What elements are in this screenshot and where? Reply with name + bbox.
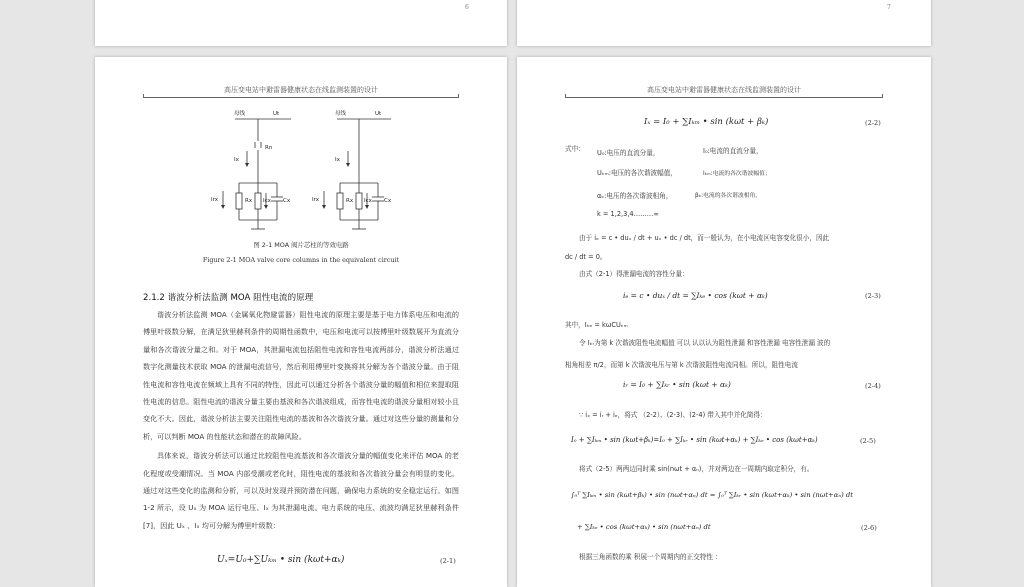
label-rn: Rn: [265, 145, 273, 151]
equation-2-6-second-line: + ∑Iₖₑ • cos (kωt+αₖ) • sin (nωt+αₙ) dt: [577, 523, 711, 531]
label-irx: Irx: [211, 197, 218, 203]
equation-2-4: iᵣ = I₀ + ∑Iₖᵣ • sin (kωt + αₖ): [623, 380, 731, 389]
section-heading: 2.1.2 谐波分析法监测 MOA 阻性电流的原理: [143, 293, 314, 303]
equation-number: (2-1): [440, 557, 456, 565]
label-ix: Ix: [234, 157, 239, 163]
equation-number: (2-5): [860, 437, 876, 445]
label-rx: Rx: [346, 198, 354, 204]
header-rule: [143, 97, 459, 98]
body-line: 其中，Iₖₑ = kωCUₖₘ: [565, 321, 628, 329]
label-cx: Cx: [384, 198, 392, 204]
page-number: 7: [887, 4, 891, 11]
equation-number: (2-2): [865, 119, 881, 127]
definition: Uₖₘ:电压的各次谐波幅值，: [597, 169, 677, 177]
previous-page-left: [95, 0, 507, 46]
label-irx: Irx: [312, 197, 319, 203]
definition: Iₖₘ:电流的各次谐波幅值；: [703, 171, 771, 177]
equation-number: (2-6): [861, 524, 877, 532]
label-icx: Icx: [364, 198, 372, 204]
body-line: 相角相差 π/2，而第 k 次谐波电压与第 k 次谐波阻性电流同相。所以，阻性电流: [565, 361, 798, 369]
equation-2-5: I₀ + ∑Iₖₘ • sin (kωt+βₖ)=I₀ + ∑Iₖᵣ • sin (kωt+αₖ) + ∑Iₖₑ • cos (kωt+αₖ): [571, 436, 818, 444]
running-header: 高压变电站中避雷器健康状态在线监测装置的设计: [647, 86, 801, 94]
paragraph: 具体来说，谐波分析法可以通过比较阻性电流基波和各次谐波分量的幅值变化来评估 MOA 的老化程度或受潮情况。当 MOA 内部受潮或老化时，阻性电流的基波和各次谐波分量会有明显的变化。通过对这些变化的监测和分析，可以及时发现并预防潜在问题，确保电力系统的安全稳定运行。如图 1-2 所示，设 Uₓ 为 MOA 运行电压、Iₓ 为其泄漏电流。电力系统的电压、流波均满足狄里赫利条件[7]，因此 Uₓ 、Iₓ 均可分解为傅里叶级数：: [143, 451, 459, 530]
definition: I₀:电流的直流分量，: [703, 147, 763, 155]
page-number: 6: [465, 4, 469, 11]
body-line: 将式（2-5）两两边同时乘 sin(nωt + αₙ)，并对两边在一周期内取定积分，有。: [579, 465, 814, 473]
label-ut: Ut: [375, 111, 382, 117]
equation-2-3: iₑ = c • duₓ / dt = ∑Iₖₑ • cos (kωt + αₖ): [623, 291, 768, 300]
figure-caption-en: Figure 2-1 MOA valve core columns in the equivalent circuit: [202, 256, 400, 264]
definition: αₖ:电压的各次谐波相角，: [597, 192, 673, 200]
body-line: 由于 iₑ = c • duₓ / dt + uₓ • dc / dt，而一般认为，在小电流区电容变化很小，因此: [579, 234, 830, 242]
label-rx: Rx: [245, 198, 253, 204]
label-cx: Cx: [283, 198, 291, 204]
definition: U₀:电压的直流分量，: [597, 149, 660, 157]
previous-page-right: [517, 0, 931, 46]
label-busbar: 母线: [234, 111, 246, 117]
body-line: 令 Iₖᵣ为第 k 次谐波阻性电流幅值 可以 认以认为阻性泄漏 和容性泄漏 电容性泄漏 波的: [579, 339, 831, 347]
document-page-left: [95, 57, 507, 587]
running-header: 高压变电站中避雷器健康状态在线监测装置的设计: [224, 86, 378, 94]
definition: βₖ:电流的各次谐波相角，: [695, 193, 762, 199]
equation-number: (2-3): [865, 292, 881, 300]
body-line: 根据三角函数的乘 积展一个周期内的正交特性 ：: [579, 553, 722, 561]
definition: k = 1,2,3,4………∞: [597, 210, 659, 218]
figure-caption-cn: 图 2-1 MOA 阀片芯柱的等效电路: [253, 241, 349, 249]
label-icx: Icx: [263, 198, 271, 204]
equation-2-2: Iₓ = I₀ + ∑Iₖₘ • sin (kωt + βₖ): [644, 117, 769, 127]
equation-number: (2-4): [865, 382, 881, 390]
header-rule: [565, 97, 883, 98]
label-ix: Ix: [335, 157, 340, 163]
label-busbar: 母线: [335, 111, 347, 117]
paragraph: 谐波分析法监测 MOA（金属氧化物避雷器）阻性电流的原理主要是基于电力体系电压和电流的傅里叶级数分解，在满足狄里赫利条件的周期性函数中，电压和电流可以按傅里叶级数展开为直流分量和各次谐波分量之和。对于 MOA，其泄漏电流包括阻性电流和容性电流两部分，谐波分析法通过数字化测量技术获取 MOA 的泄漏电流信号，然后利用傅里叶变换将其分解为各个谐波分量。由于阻性电流和容性电流在频域上具有不同的特性，因此可以通过分析各个谐波分量的幅值和相位来提取阻性电流的信息。阻性电流的谐波分量主要由基波和各次谐波组成，而容性电流的谐波分量相对较小且变化不大。因此，谐波分析法主要关注阻性电流的基波和各次谐波分量。通过对这些分量的测量和分析，可以判断 MOA 的性能状态和潜在的故障风险。: [143, 310, 459, 441]
where-label: 式中：: [565, 145, 585, 153]
body-line: 由式（2-1）得泄漏电流的容性分量：: [579, 270, 689, 278]
body-text: [143, 306, 459, 534]
equation-2-1: Uₓ=U₀+∑Uₖₘ • sin (kωt+αₖ): [217, 555, 345, 565]
equivalent-circuit-figure: [95, 105, 507, 235]
body-line: ∵ iₓ = iᵣ + iₑ，将式 （2-2）、(2-3)、(2-4) 带入其中并化简得：: [579, 411, 767, 419]
body-line: dc / dt = 0。: [565, 253, 607, 261]
document-page-right: [517, 57, 931, 587]
equation-2-6-first-line: ∫₀ᵀ ∑Iₖₘ • sin (kωt+βₖ) • sin (nωt+αₙ) dt = ∫₀ᵀ ∑Iₖᵣ • sin (kωt+αₖ) • sin (nωt+αₙ) dt: [571, 491, 853, 499]
label-ut: Ut: [273, 111, 280, 117]
